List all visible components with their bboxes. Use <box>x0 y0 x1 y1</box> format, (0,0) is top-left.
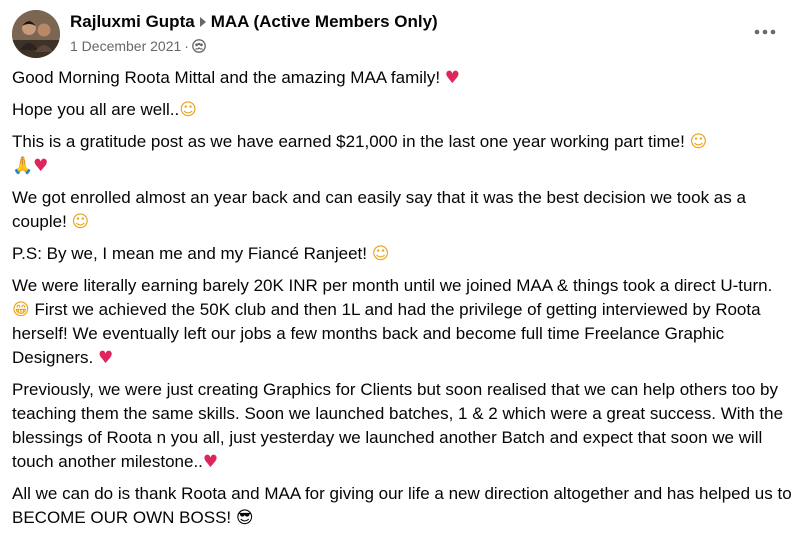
author-name[interactable]: Rajluxmi Gupta <box>70 12 195 31</box>
meta-separator: · <box>184 38 189 54</box>
post-header <box>12 10 788 62</box>
post-paragraph-8: All we can do is thank Roota and MAA for giving our life a new direction altogether and has helped us to BECOME OUR OWN BOSS! 😎 <box>12 484 792 528</box>
post-paragraph-2: Hope you all are well..☺ <box>12 100 197 120</box>
post-paragraph-1: Good Morning Roota Mittal and the amazing MAA family! ♥ <box>12 68 461 88</box>
heart-emoji-icon: ♥ <box>444 68 461 88</box>
post-date[interactable]: 1 December 2021 <box>70 38 182 54</box>
post-paragraph-7: Previously, we were just creating Graphics for Clients but soon realised that we can help others too by teaching them the same skills. Soon we launched batches, 1 & 2 which were a great success. With the blessings of Roota n you all, just yesterday we launched another Batch and expect that soon we will touch another milestone..♥ <box>12 380 784 472</box>
smile-emoji-icon: ☺ <box>371 244 390 264</box>
smile-emoji-icon: ☺ <box>689 132 708 152</box>
post-paragraph-6: We were literally earning barely 20K INR per month until we joined MAA & things took a direct U-turn. 😁 First we achieved the 50K club and then 1L and had the privilege of getting interviewed by Roota herself! We eventually left our jobs a few months back and become full time Freelance Graphic Designers. ♥ <box>12 276 773 368</box>
post-paragraph-5: P.S: By we, I mean me and my Fiancé Ranjeet! ☺ <box>12 244 390 264</box>
post-paragraph-3: This is a gratitude post as we have earned $21,000 in the last one year working part time! ☺ 🙏♥ <box>12 132 708 176</box>
grin-emoji-icon: 😁 <box>12 300 30 320</box>
heart-emoji-icon: ♥ <box>202 452 219 472</box>
more-options-button[interactable] <box>750 20 780 44</box>
group-arrow-icon <box>200 17 206 27</box>
avatar[interactable] <box>12 10 60 58</box>
more-options-icon <box>754 29 776 35</box>
post-paragraph-4: We got enrolled almost an year back and can easily say that it was the best decision we took as a couple! ☺ <box>12 188 746 232</box>
post-body <box>12 66 792 538</box>
sunglasses-emoji-icon: 😎 <box>235 508 254 528</box>
heart-emoji-icon: ♥ <box>97 348 114 368</box>
members-group-icon <box>192 39 206 53</box>
smile-emoji-icon: ☺ <box>179 100 197 120</box>
group-name[interactable]: MAA (Active Members Only) <box>210 12 438 31</box>
author-line <box>70 11 438 33</box>
smile-emoji-icon: ☺ <box>71 212 90 232</box>
folded-hands-emoji-icon: 🙏 <box>12 156 34 176</box>
heart-emoji-icon: ♥ <box>33 156 49 176</box>
post-meta <box>70 37 206 55</box>
